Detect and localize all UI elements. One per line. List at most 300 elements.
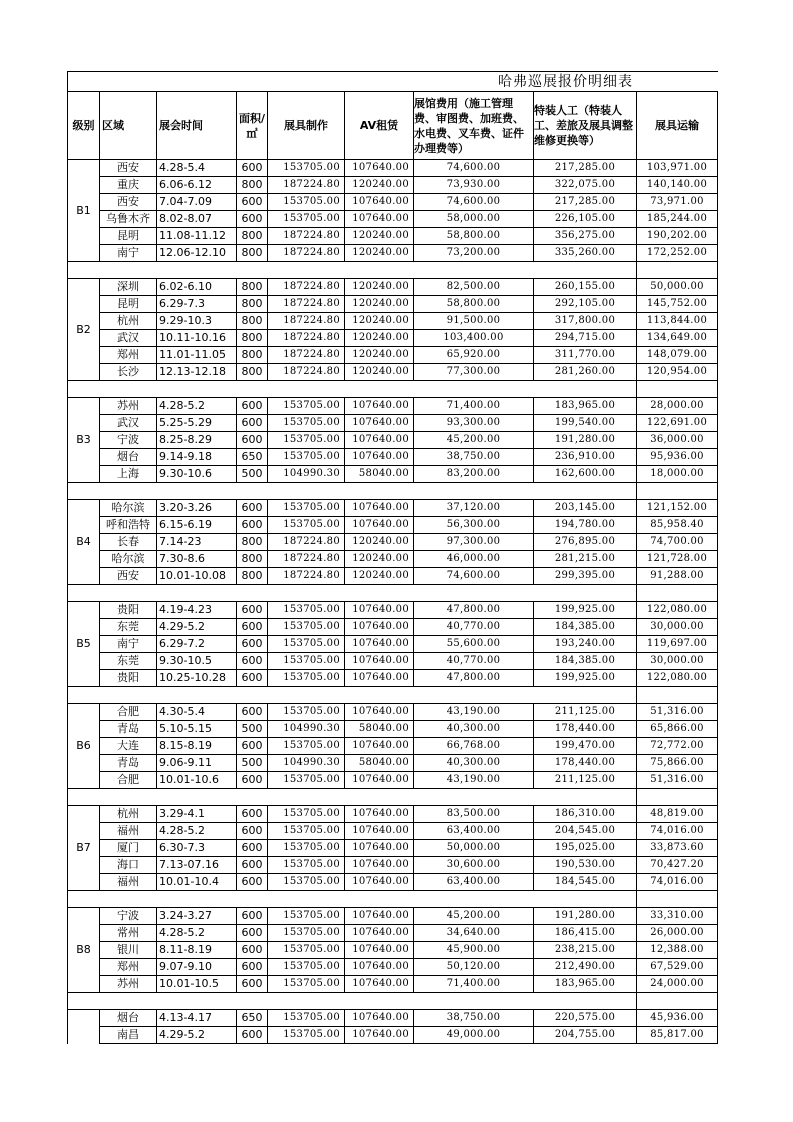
- cell-time: 10.01-10.5: [157, 976, 237, 993]
- cell-time: 10.11-10.16: [157, 330, 237, 347]
- cell-time: 4.28-5.2: [157, 925, 237, 942]
- cell-venue: 58,000.00: [414, 211, 534, 228]
- cell-labor: 260,155.00: [534, 279, 637, 296]
- cell-region: 哈尔滨: [100, 551, 157, 568]
- cell-av: 58040.00: [345, 721, 414, 738]
- table-row: [68, 279, 718, 296]
- cell-labor: 203,145.00: [534, 500, 637, 517]
- cell-region: 青岛: [100, 721, 157, 738]
- table-row: [68, 398, 718, 415]
- cell-region: 昆明: [100, 296, 157, 313]
- cell-labor: 211,125.00: [534, 772, 637, 789]
- cell-av: 107640.00: [345, 772, 414, 789]
- cell-area: 600: [237, 976, 268, 993]
- table-row: [68, 874, 718, 891]
- cell-av: 120240.00: [345, 330, 414, 347]
- table-row: [68, 602, 718, 619]
- cell-production: 153705.00: [268, 925, 345, 942]
- cell-labor: 183,965.00: [534, 976, 637, 993]
- cell-production: 104990.30: [268, 466, 345, 483]
- cell-time: 9.30-10.6: [157, 466, 237, 483]
- cell-time: 9.30-10.5: [157, 653, 237, 670]
- cell-av: 107640.00: [345, 670, 414, 687]
- cell-transport: 50,000.00: [637, 279, 718, 296]
- cell-time: 12.06-12.10: [157, 245, 237, 262]
- cell-region: 长春: [100, 534, 157, 551]
- cell-transport: 48,819.00: [637, 806, 718, 823]
- table-row: [68, 1027, 718, 1044]
- table-row: [68, 228, 718, 245]
- cell-area: 600: [237, 840, 268, 857]
- cell-labor: 294,715.00: [534, 330, 637, 347]
- cell-labor: 335,260.00: [534, 245, 637, 262]
- cell-production: 187224.80: [268, 228, 345, 245]
- cell-av: 120240.00: [345, 245, 414, 262]
- table-row: [68, 636, 718, 653]
- cell-av: 107640.00: [345, 517, 414, 534]
- price-table: [67, 71, 718, 1044]
- spacer-row: [68, 891, 718, 908]
- col-header-region: 区域: [100, 92, 157, 160]
- cell-time: 7.14-23: [157, 534, 237, 551]
- table-row: [68, 313, 718, 330]
- cell-region: 西安: [100, 194, 157, 211]
- cell-venue: 40,300.00: [414, 755, 534, 772]
- cell-area: 600: [237, 194, 268, 211]
- cell-time: 6.02-6.10: [157, 279, 237, 296]
- cell-av: 107640.00: [345, 194, 414, 211]
- cell-production: 153705.00: [268, 1010, 345, 1027]
- cell-production: 104990.30: [268, 755, 345, 772]
- cell-venue: 30,600.00: [414, 857, 534, 874]
- cell-production: 153705.00: [268, 857, 345, 874]
- col-header-labor: 特装人工（特装人工、差旅及展具调整维修更换等）: [534, 92, 637, 160]
- col-header-level: 级别: [68, 92, 100, 160]
- title-spacer: [68, 72, 100, 92]
- cell-transport: 75,866.00: [637, 755, 718, 772]
- cell-venue: 71,400.00: [414, 976, 534, 993]
- cell-time: 5.25-5.29: [157, 415, 237, 432]
- cell-venue: 40,300.00: [414, 721, 534, 738]
- cell-time: 8.02-8.07: [157, 211, 237, 228]
- cell-transport: 122,080.00: [637, 670, 718, 687]
- cell-area: 600: [237, 432, 268, 449]
- cell-venue: 97,300.00: [414, 534, 534, 551]
- cell-area: 600: [237, 500, 268, 517]
- cell-av: 107640.00: [345, 449, 414, 466]
- table-row: [68, 704, 718, 721]
- cell-area: 600: [237, 772, 268, 789]
- cell-time: 10.01-10.4: [157, 874, 237, 891]
- cell-production: 153705.00: [268, 840, 345, 857]
- table-row: [68, 517, 718, 534]
- cell-labor: 186,310.00: [534, 806, 637, 823]
- cell-venue: 47,800.00: [414, 670, 534, 687]
- table-row: [68, 653, 718, 670]
- cell-time: 7.13-07.16: [157, 857, 237, 874]
- cell-time: 3.29-4.1: [157, 806, 237, 823]
- cell-production: 187224.80: [268, 245, 345, 262]
- cell-av: 107640.00: [345, 959, 414, 976]
- spacer-row: [68, 789, 718, 806]
- cell-region: 宁波: [100, 432, 157, 449]
- cell-venue: 38,750.00: [414, 449, 534, 466]
- cell-production: 187224.80: [268, 177, 345, 194]
- cell-area: 600: [237, 517, 268, 534]
- table-row: [68, 296, 718, 313]
- cell-production: 153705.00: [268, 1027, 345, 1044]
- table-row: [68, 925, 718, 942]
- cell-region: 烟台: [100, 449, 157, 466]
- cell-labor: 226,105.00: [534, 211, 637, 228]
- cell-av: 107640.00: [345, 1027, 414, 1044]
- cell-area: 500: [237, 466, 268, 483]
- cell-labor: 281,260.00: [534, 364, 637, 381]
- cell-area: 650: [237, 449, 268, 466]
- cell-region: 昆明: [100, 228, 157, 245]
- cell-production: 153705.00: [268, 738, 345, 755]
- cell-venue: 103,400.00: [414, 330, 534, 347]
- cell-transport: 85,817.00: [637, 1027, 718, 1044]
- cell-area: 600: [237, 636, 268, 653]
- col-header-time: 展会时间: [157, 92, 237, 160]
- cell-labor: 178,440.00: [534, 755, 637, 772]
- cell-venue: 93,300.00: [414, 415, 534, 432]
- cell-region: 南昌: [100, 1027, 157, 1044]
- cell-labor: 199,470.00: [534, 738, 637, 755]
- cell-venue: 74,600.00: [414, 568, 534, 585]
- cell-area: 800: [237, 330, 268, 347]
- cell-av: 107640.00: [345, 500, 414, 517]
- cell-time: 8.25-8.29: [157, 432, 237, 449]
- table-row: [68, 500, 718, 517]
- cell-production: 104990.30: [268, 721, 345, 738]
- cell-region: 银川: [100, 942, 157, 959]
- cell-labor: 211,125.00: [534, 704, 637, 721]
- table-row: [68, 347, 718, 364]
- cell-production: 187224.80: [268, 534, 345, 551]
- cell-production: 153705.00: [268, 670, 345, 687]
- cell-region: 苏州: [100, 976, 157, 993]
- cell-region: 东莞: [100, 653, 157, 670]
- cell-production: 153705.00: [268, 772, 345, 789]
- table-row: [68, 415, 718, 432]
- table-row: [68, 908, 718, 925]
- spacer-row: [68, 993, 718, 1010]
- cell-transport: 103,971.00: [637, 160, 718, 177]
- cell-transport: 30,000.00: [637, 619, 718, 636]
- spacer-row: [68, 687, 718, 704]
- cell-venue: 49,000.00: [414, 1027, 534, 1044]
- cell-transport: 33,310.00: [637, 908, 718, 925]
- cell-av: 107640.00: [345, 925, 414, 942]
- cell-time: 6.06-6.12: [157, 177, 237, 194]
- cell-av: 58040.00: [345, 466, 414, 483]
- cell-labor: 195,025.00: [534, 840, 637, 857]
- cell-production: 153705.00: [268, 500, 345, 517]
- cell-production: 187224.80: [268, 279, 345, 296]
- cell-production: 153705.00: [268, 415, 345, 432]
- cell-time: 9.06-9.11: [157, 755, 237, 772]
- cell-time: 5.10-5.15: [157, 721, 237, 738]
- cell-area: 600: [237, 857, 268, 874]
- cell-venue: 73,930.00: [414, 177, 534, 194]
- cell-venue: 40,770.00: [414, 619, 534, 636]
- cell-av: 107640.00: [345, 211, 414, 228]
- cell-region: 哈尔滨: [100, 500, 157, 517]
- cell-production: 153705.00: [268, 517, 345, 534]
- cell-labor: 204,755.00: [534, 1027, 637, 1044]
- cell-transport: 91,288.00: [637, 568, 718, 585]
- cell-region: 大连: [100, 738, 157, 755]
- col-header-transport: 展具运输: [637, 92, 718, 160]
- cell-labor: 162,600.00: [534, 466, 637, 483]
- cell-production: 153705.00: [268, 942, 345, 959]
- table-row: [68, 432, 718, 449]
- cell-region: 福州: [100, 874, 157, 891]
- cell-production: 153705.00: [268, 602, 345, 619]
- cell-region: 郑州: [100, 347, 157, 364]
- cell-labor: 217,285.00: [534, 160, 637, 177]
- cell-production: 153705.00: [268, 398, 345, 415]
- cell-venue: 77,300.00: [414, 364, 534, 381]
- cell-area: 600: [237, 1027, 268, 1044]
- cell-transport: 12,388.00: [637, 942, 718, 959]
- cell-venue: 45,200.00: [414, 908, 534, 925]
- table-row: [68, 211, 718, 228]
- cell-labor: 292,105.00: [534, 296, 637, 313]
- cell-time: 10.01-10.6: [157, 772, 237, 789]
- cell-time: 6.30-7.3: [157, 840, 237, 857]
- cell-area: 600: [237, 670, 268, 687]
- cell-av: 120240.00: [345, 313, 414, 330]
- cell-transport: 134,649.00: [637, 330, 718, 347]
- cell-transport: 45,936.00: [637, 1010, 718, 1027]
- cell-region: 烟台: [100, 1010, 157, 1027]
- cell-av: 107640.00: [345, 840, 414, 857]
- cell-region: 南宁: [100, 245, 157, 262]
- cell-labor: 356,275.00: [534, 228, 637, 245]
- cell-time: 9.07-9.10: [157, 959, 237, 976]
- cell-production: 187224.80: [268, 296, 345, 313]
- cell-venue: 55,600.00: [414, 636, 534, 653]
- cell-area: 800: [237, 245, 268, 262]
- cell-labor: 178,440.00: [534, 721, 637, 738]
- cell-area: 800: [237, 296, 268, 313]
- cell-production: 153705.00: [268, 619, 345, 636]
- cell-transport: 70,427.20: [637, 857, 718, 874]
- cell-area: 600: [237, 925, 268, 942]
- cell-av: 120240.00: [345, 279, 414, 296]
- cell-time: 8.15-8.19: [157, 738, 237, 755]
- cell-production: 153705.00: [268, 959, 345, 976]
- cell-transport: 72,772.00: [637, 738, 718, 755]
- cell-time: 4.30-5.4: [157, 704, 237, 721]
- cell-region: 贵阳: [100, 602, 157, 619]
- table-row: [68, 364, 718, 381]
- cell-production: 153705.00: [268, 823, 345, 840]
- cell-transport: 30,000.00: [637, 653, 718, 670]
- cell-transport: 73,971.00: [637, 194, 718, 211]
- cell-area: 600: [237, 959, 268, 976]
- cell-transport: 190,202.00: [637, 228, 718, 245]
- cell-area: 600: [237, 874, 268, 891]
- cell-venue: 56,300.00: [414, 517, 534, 534]
- cell-time: 12.13-12.18: [157, 364, 237, 381]
- group-level: B1: [68, 160, 100, 262]
- group-level: B3: [68, 398, 100, 483]
- table-row: [68, 245, 718, 262]
- cell-venue: 65,920.00: [414, 347, 534, 364]
- cell-area: 800: [237, 313, 268, 330]
- cell-region: 海口: [100, 857, 157, 874]
- cell-labor: 238,215.00: [534, 942, 637, 959]
- cell-labor: 299,395.00: [534, 568, 637, 585]
- cell-transport: 121,152.00: [637, 500, 718, 517]
- cell-transport: 85,958.40: [637, 517, 718, 534]
- cell-production: 153705.00: [268, 653, 345, 670]
- cell-area: 500: [237, 721, 268, 738]
- cell-transport: 51,316.00: [637, 772, 718, 789]
- cell-region: 西安: [100, 160, 157, 177]
- cell-region: 长沙: [100, 364, 157, 381]
- cell-region: 武汉: [100, 330, 157, 347]
- cell-production: 153705.00: [268, 874, 345, 891]
- cell-production: 153705.00: [268, 432, 345, 449]
- cell-time: 11.08-11.12: [157, 228, 237, 245]
- cell-area: 650: [237, 1010, 268, 1027]
- cell-labor: 194,780.00: [534, 517, 637, 534]
- cell-time: 3.24-3.27: [157, 908, 237, 925]
- cell-labor: 281,215.00: [534, 551, 637, 568]
- cell-av: 107640.00: [345, 857, 414, 874]
- cell-av: 120240.00: [345, 347, 414, 364]
- cell-region: 乌鲁木齐: [100, 211, 157, 228]
- cell-production: 153705.00: [268, 211, 345, 228]
- cell-av: 107640.00: [345, 602, 414, 619]
- cell-production: 187224.80: [268, 551, 345, 568]
- cell-transport: 145,752.00: [637, 296, 718, 313]
- cell-area: 800: [237, 534, 268, 551]
- table-row: [68, 670, 718, 687]
- cell-time: 7.30-8.6: [157, 551, 237, 568]
- cell-venue: 66,768.00: [414, 738, 534, 755]
- cell-av: 120240.00: [345, 296, 414, 313]
- cell-transport: 33,873.60: [637, 840, 718, 857]
- cell-transport: 36,000.00: [637, 432, 718, 449]
- cell-labor: 191,280.00: [534, 908, 637, 925]
- cell-region: 南宁: [100, 636, 157, 653]
- cell-production: 153705.00: [268, 636, 345, 653]
- cell-venue: 74,600.00: [414, 160, 534, 177]
- cell-av: 120240.00: [345, 177, 414, 194]
- spacer-row: [68, 381, 718, 398]
- cell-av: 107640.00: [345, 976, 414, 993]
- cell-transport: 95,936.00: [637, 449, 718, 466]
- cell-venue: 43,190.00: [414, 704, 534, 721]
- cell-region: 呼和浩特: [100, 517, 157, 534]
- cell-venue: 74,600.00: [414, 194, 534, 211]
- cell-transport: 67,529.00: [637, 959, 718, 976]
- cell-transport: 28,000.00: [637, 398, 718, 415]
- table-row: [68, 976, 718, 993]
- cell-region: 贵阳: [100, 670, 157, 687]
- cell-time: 8.11-8.19: [157, 942, 237, 959]
- cell-region: 厦门: [100, 840, 157, 857]
- cell-labor: 191,280.00: [534, 432, 637, 449]
- cell-area: 800: [237, 347, 268, 364]
- cell-production: 153705.00: [268, 704, 345, 721]
- table-row: [68, 823, 718, 840]
- cell-production: 187224.80: [268, 330, 345, 347]
- cell-venue: 45,900.00: [414, 942, 534, 959]
- cell-av: 120240.00: [345, 551, 414, 568]
- cell-av: 120240.00: [345, 568, 414, 585]
- cell-production: 153705.00: [268, 806, 345, 823]
- cell-region: 深圳: [100, 279, 157, 296]
- cell-area: 600: [237, 619, 268, 636]
- cell-venue: 58,800.00: [414, 228, 534, 245]
- cell-labor: 204,545.00: [534, 823, 637, 840]
- cell-av: 107640.00: [345, 1010, 414, 1027]
- cell-transport: 140,140.00: [637, 177, 718, 194]
- cell-transport: 26,000.00: [637, 925, 718, 942]
- table-row: [68, 840, 718, 857]
- cell-region: 福州: [100, 823, 157, 840]
- cell-labor: 184,385.00: [534, 619, 637, 636]
- cell-time: 4.29-5.2: [157, 1027, 237, 1044]
- cell-time: 7.04-7.09: [157, 194, 237, 211]
- cell-region: 常州: [100, 925, 157, 942]
- cell-labor: 220,575.00: [534, 1010, 637, 1027]
- cell-labor: 199,925.00: [534, 670, 637, 687]
- sheet-title: 哈弗巡展报价明细表: [414, 72, 718, 92]
- cell-region: 合肥: [100, 704, 157, 721]
- cell-venue: 83,500.00: [414, 806, 534, 823]
- cell-area: 600: [237, 908, 268, 925]
- cell-av: 107640.00: [345, 704, 414, 721]
- table-row: [68, 330, 718, 347]
- cell-area: 800: [237, 551, 268, 568]
- cell-transport: 122,691.00: [637, 415, 718, 432]
- cell-area: 600: [237, 823, 268, 840]
- cell-production: 187224.80: [268, 364, 345, 381]
- col-header-area: 面积/㎡: [237, 92, 268, 160]
- cell-area: 800: [237, 279, 268, 296]
- group-level: B5: [68, 602, 100, 687]
- table-row: [68, 755, 718, 772]
- spacer-row: [68, 262, 718, 279]
- cell-area: 800: [237, 568, 268, 585]
- cell-venue: 45,200.00: [414, 432, 534, 449]
- cell-time: 4.28-5.2: [157, 823, 237, 840]
- cell-av: 120240.00: [345, 228, 414, 245]
- cell-venue: 37,120.00: [414, 500, 534, 517]
- cell-region: 郑州: [100, 959, 157, 976]
- cell-time: 3.20-3.26: [157, 500, 237, 517]
- cell-av: 107640.00: [345, 636, 414, 653]
- table-row: [68, 194, 718, 211]
- cell-venue: 47,800.00: [414, 602, 534, 619]
- cell-transport: 51,316.00: [637, 704, 718, 721]
- cell-av: 107640.00: [345, 415, 414, 432]
- cell-transport: 148,079.00: [637, 347, 718, 364]
- cell-time: 9.14-9.18: [157, 449, 237, 466]
- cell-labor: 212,490.00: [534, 959, 637, 976]
- cell-venue: 91,500.00: [414, 313, 534, 330]
- cell-region: 杭州: [100, 806, 157, 823]
- cell-region: 上海: [100, 466, 157, 483]
